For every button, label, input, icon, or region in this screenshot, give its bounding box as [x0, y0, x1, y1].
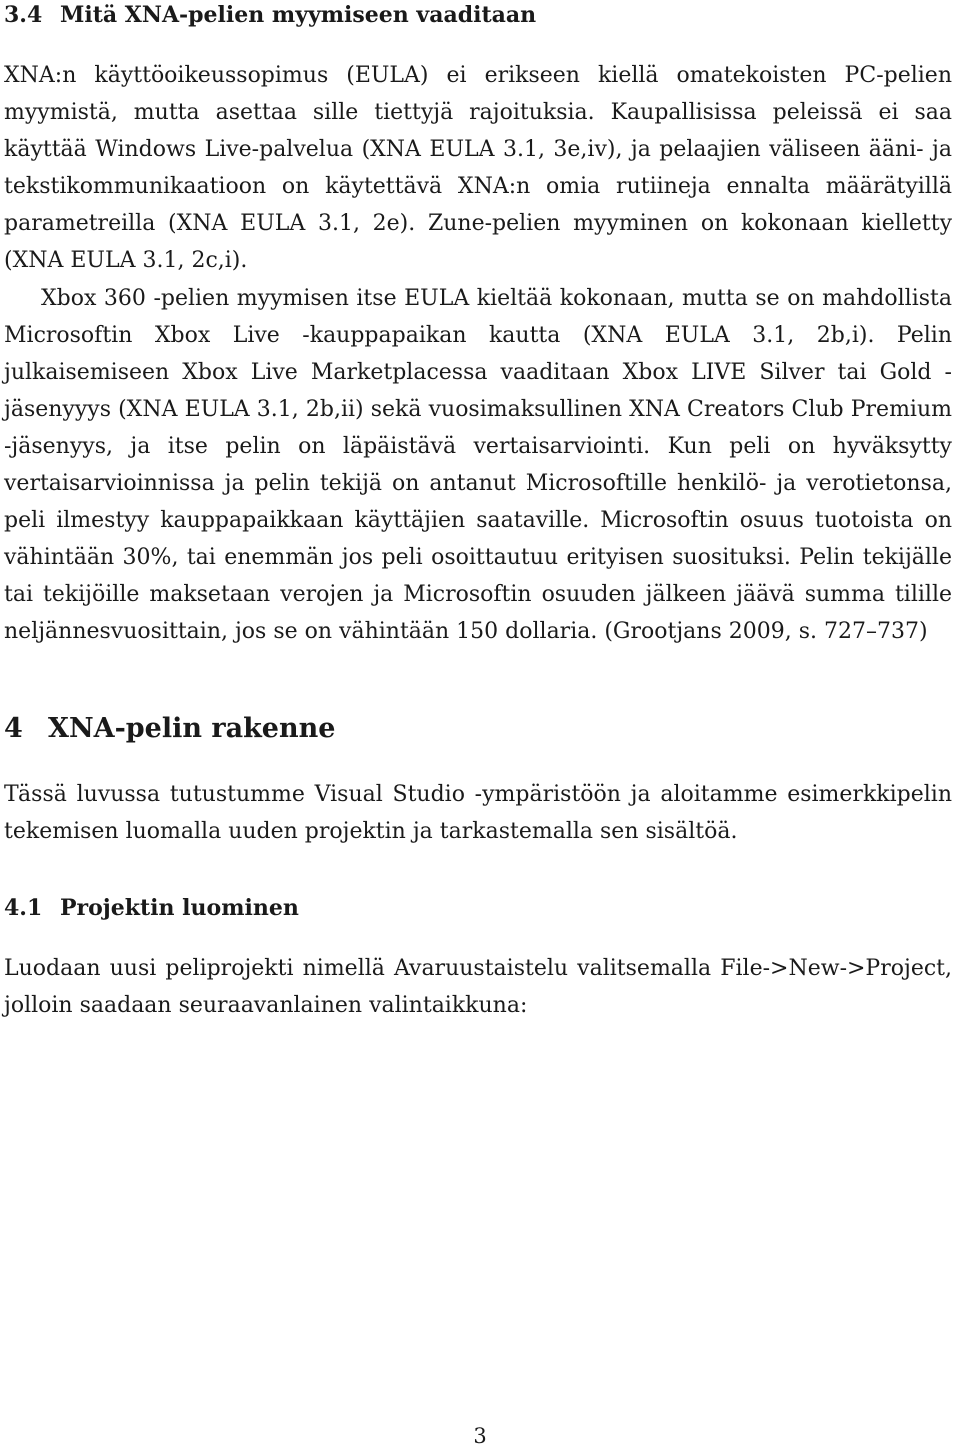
section-heading-4-1: [4, 894, 299, 922]
section-heading-3-4: [4, 1, 536, 29]
chapter-number: 4: [4, 713, 23, 744]
section-number: 4.1: [4, 895, 43, 921]
chapter-title: XNA-pelin rakenne: [48, 713, 336, 744]
section-number: 3.4: [4, 2, 43, 28]
paragraph-xbox360: Xbox 360 -pelien myymisen itse EULA kieltää kokonaan, mutta se on mahdollista Microsoftin Xbox Live -kauppapaikan kautta (XNA EULA 3.1, 2b,i). Pelin julkaisemiseen Xbox Live Marketplacessa vaaditaan Xbox LIVE Silver tai Gold -jäsenyyys (XNA EULA 3.1, 2b,ii) sekä vuosimaksullinen XNA Creators Club Premium -jäsenyys, ja itse pelin on läpäistävä vertaisarviointi. Kun peli on hyväksytty vertaisarvioinnissa ja pelin tekijä on antanut Microsoftille henkilö- ja verotietonsa, peli ilmestyy kauppapaikkaan käyttäjien saataville. Microsoftin osuus tuotoista on vähintään 30%, tai enemmän jos peli osoittautuu erityisen suosituksi. Pelin tekijälle tai tekijöille maksetaan verojen ja Microsoftin osuuden jälkeen jäävä summa tilille neljännesvuosittain, jos se on vähintään 150 dollaria. (Grootjans 2009, s. 727–737): [4, 286, 952, 644]
section-title: Projektin luominen: [60, 895, 299, 921]
paragraph-eula-pc: XNA:n käyttöoikeussopimus (EULA) ei erikseen kiellä omatekoisten PC-pelien myymistä, mutta asettaa sille tiettyjä rajoituksia. Kaupallisissa peleissä ei saa käyttää Windows Live-palvelua (XNA EULA 3.1, 3e,iv), ja pelaajien väliseen ääni- ja tekstikommunikaatioon on käytettävä XNA:n omia rutiineja ennalta määrätyillä parametreilla (XNA EULA 3.1, 2e). Zune-pelien myyminen on kokonaan kielletty (XNA EULA 3.1, 2c,i).: [4, 63, 952, 273]
section-title: Mitä XNA-pelien myymiseen vaaditaan: [60, 2, 537, 28]
paragraph-chapter-intro: Tässä luvussa tutustumme Visual Studio -ympäristöön ja aloitamme esimerkkipelin tekemisen luomalla uuden projektin ja tarkastemalla sen sisältöä.: [4, 782, 952, 844]
page-number: 3: [473, 1424, 487, 1448]
paragraph-project-creation: Luodaan uusi peliprojekti nimellä Avaruustaistelu valitsemalla File->New->Project, jolloin saadaan seuraavanlainen valintaikkuna:: [4, 956, 952, 1018]
chapter-heading-4: [4, 712, 335, 746]
